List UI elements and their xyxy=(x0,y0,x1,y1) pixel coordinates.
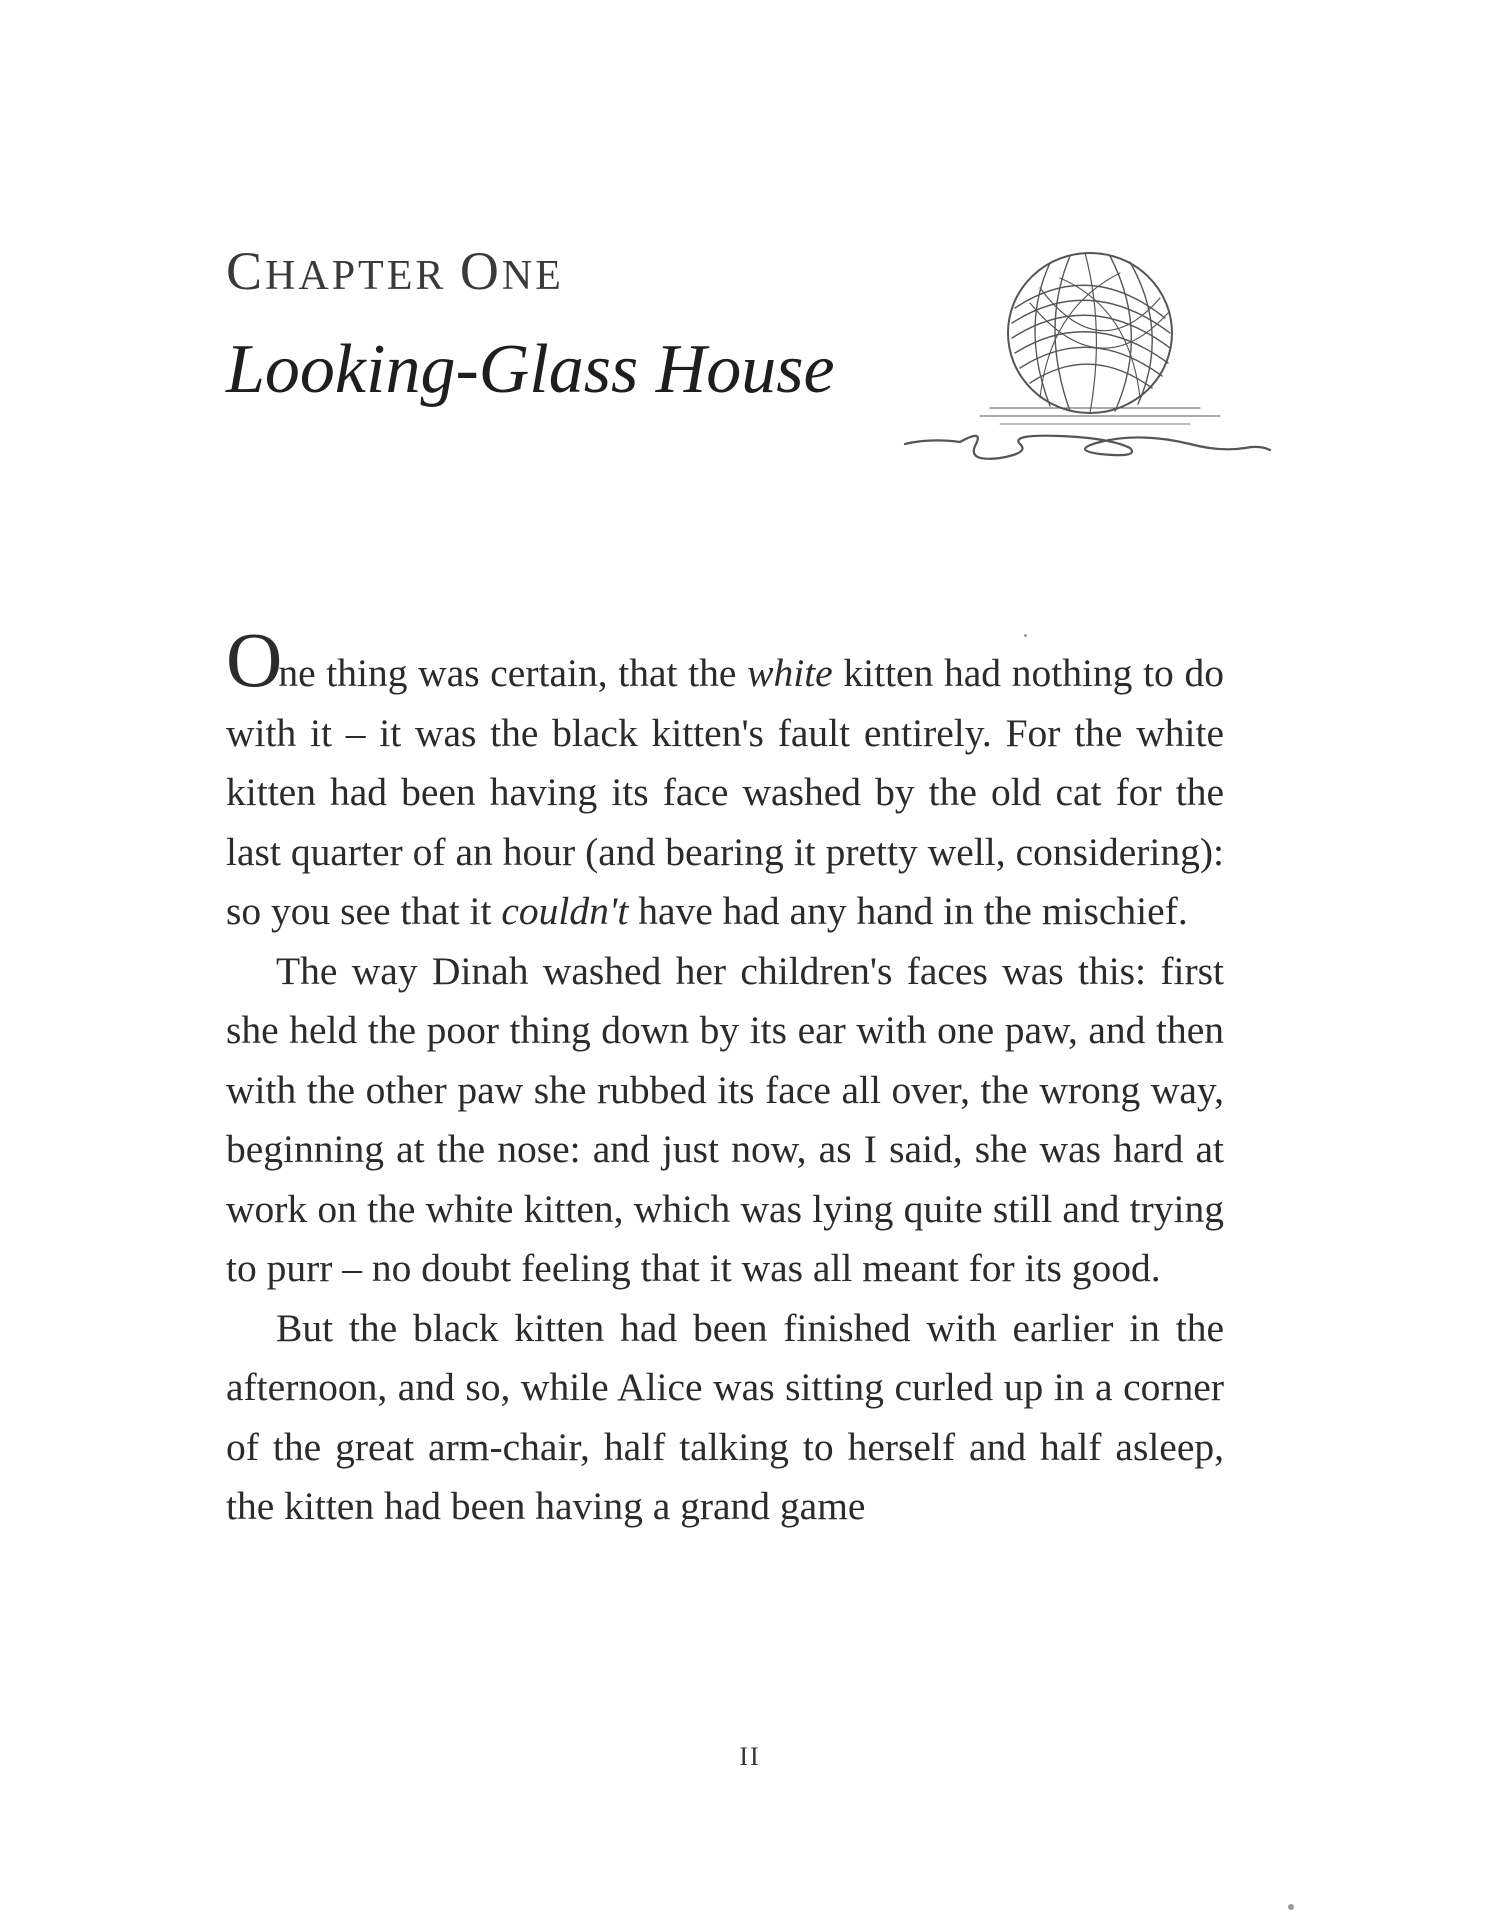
paragraph-1-text-b: kitten had nothing to do with it – it was the black kitten's fault entirely. For the white kitten had been having its face washed by the old cat for the last quarter of an hour (and bearing it pretty well, considering): so you see that it xyxy=(226,651,1224,933)
paragraph-1-text-c: have had any hand in the mischief. xyxy=(628,889,1188,933)
yarn-ball-icon xyxy=(900,248,1280,478)
chapter-label xyxy=(226,240,564,302)
emphasis-couldnt: couldn't xyxy=(501,889,629,933)
chapter-title: Looking-Glass House xyxy=(226,331,835,408)
paragraph-1-text-a: ne thing was certain, that the xyxy=(278,651,748,695)
page-number: II xyxy=(739,1742,761,1771)
body-text xyxy=(226,616,1224,1537)
chapter-label-cap-c: C xyxy=(226,241,266,301)
chapter-label-cap-o: O xyxy=(459,241,502,301)
emphasis-white: white xyxy=(747,651,833,695)
scan-speck xyxy=(1024,634,1027,637)
scan-speck xyxy=(1288,1904,1294,1910)
chapter-label-rest-1: HAPTER xyxy=(265,253,460,299)
chapter-label-rest-2: NE xyxy=(501,253,564,299)
paragraph-3: But the black kitten had been finished with earlier in the afternoon, and so, while Alice was sitting curled up in a corner of the great arm-chair, half talking to herself and half asleep, the kitten had been having a grand game xyxy=(226,1305,1224,1528)
drop-cap: O xyxy=(226,616,283,703)
paragraph-2: The way Dinah washed her children's faces was this: first she held the poor thing down by its ear with one paw, and then with the other paw she rubbed its face all over, the wrong way, beginning at the nose: and just now, as I said, she was hard at work on the white kitten, which was lying quite still and trying to purr – no doubt feeling that it was all meant for its good. xyxy=(226,948,1224,1290)
paragraph-1 xyxy=(226,616,1224,942)
